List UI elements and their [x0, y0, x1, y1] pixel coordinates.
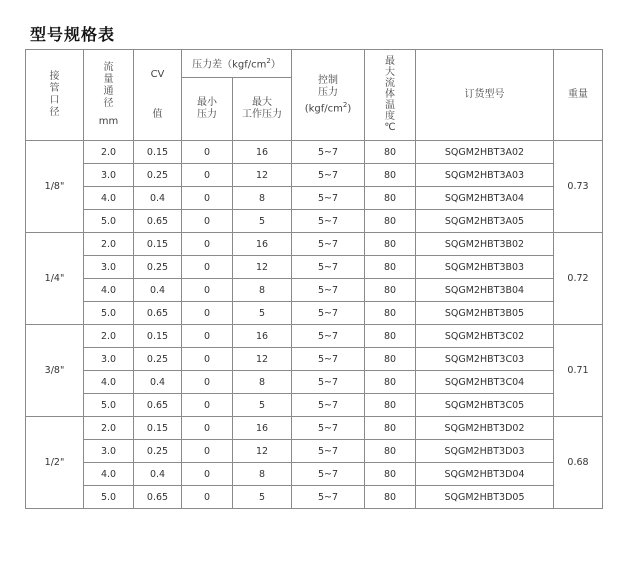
cell-max-temp: 80: [365, 325, 416, 348]
cell-flow-diameter: 3.0: [84, 256, 134, 279]
cell-order-model: SQGM2HBT3C04: [416, 371, 554, 394]
cell-order-model: SQGM2HBT3D02: [416, 417, 554, 440]
cell-order-model: SQGM2HBT3B05: [416, 302, 554, 325]
header-order-model: 订货型号: [416, 50, 554, 141]
cell-control-pressure: 5~7: [292, 210, 365, 233]
spec-table: [25, 49, 603, 509]
header-max-fluid-temp: 最 大 流 体 温 度 ℃: [365, 50, 416, 141]
cell-cv: 0.65: [134, 302, 182, 325]
table-row: [26, 440, 603, 463]
cell-min-pressure: 0: [182, 302, 233, 325]
cell-min-pressure: 0: [182, 210, 233, 233]
cell-order-model: SQGM2HBT3B04: [416, 279, 554, 302]
cell-flow-diameter: 5.0: [84, 302, 134, 325]
header-pressure-diff: 压力差$(kgf/cm^2)$: [182, 50, 292, 78]
cell-max-pressure: 8: [233, 371, 292, 394]
cell-max-temp: 80: [365, 463, 416, 486]
cell-flow-diameter: 4.0: [84, 279, 134, 302]
header-control-pressure: 控制 压力 $(kgf/cm^2)$: [292, 50, 365, 141]
cell-cv: 0.4: [134, 463, 182, 486]
cell-max-pressure: 8: [233, 187, 292, 210]
cell-max-pressure: 16: [233, 233, 292, 256]
cell-max-pressure: 12: [233, 164, 292, 187]
cell-control-pressure: 5~7: [292, 164, 365, 187]
table-row: [26, 279, 603, 302]
header-max-working-pressure: 最大 工作压力: [233, 78, 292, 141]
cell-max-pressure: 5: [233, 210, 292, 233]
cell-flow-diameter: 3.0: [84, 164, 134, 187]
cell-max-pressure: 16: [233, 325, 292, 348]
header-cv: CV 值: [134, 50, 182, 141]
cell-max-temp: 80: [365, 233, 416, 256]
cell-flow-diameter: 4.0: [84, 187, 134, 210]
header-pipe-size: [26, 50, 84, 141]
cell-weight: 0.68: [554, 417, 603, 509]
cell-min-pressure: 0: [182, 256, 233, 279]
cell-max-pressure: 8: [233, 279, 292, 302]
cell-flow-diameter: 3.0: [84, 348, 134, 371]
table-row: [26, 256, 603, 279]
table-row: [26, 486, 603, 509]
spec-table-body: [26, 141, 603, 509]
table-row: [26, 325, 603, 348]
cell-min-pressure: 0: [182, 187, 233, 210]
cell-order-model: SQGM2HBT3A05: [416, 210, 554, 233]
cell-max-temp: 80: [365, 302, 416, 325]
cell-control-pressure: 5~7: [292, 302, 365, 325]
cell-min-pressure: 0: [182, 279, 233, 302]
cell-control-pressure: 5~7: [292, 256, 365, 279]
header-pipe-size-text: 接 管 口 径: [49, 71, 60, 118]
cell-weight: 0.71: [554, 325, 603, 417]
cell-order-model: SQGM2HBT3B02: [416, 233, 554, 256]
page-title: 型号规格表: [30, 25, 116, 44]
header-temp-unit: ℃: [384, 122, 396, 133]
cell-control-pressure: 5~7: [292, 325, 365, 348]
cell-min-pressure: 0: [182, 440, 233, 463]
cell-order-model: SQGM2HBT3C05: [416, 394, 554, 417]
cell-cv: 0.4: [134, 371, 182, 394]
cell-min-pressure: 0: [182, 371, 233, 394]
cell-cv: 0.15: [134, 325, 182, 348]
cell-control-pressure: 5~7: [292, 187, 365, 210]
cell-max-temp: 80: [365, 394, 416, 417]
cell-control-pressure: 5~7: [292, 141, 365, 164]
cell-weight: 0.72: [554, 233, 603, 325]
cell-order-model: SQGM2HBT3D03: [416, 440, 554, 463]
cell-cv: 0.65: [134, 394, 182, 417]
cell-cv: 0.25: [134, 348, 182, 371]
cell-order-model: SQGM2HBT3D05: [416, 486, 554, 509]
cell-max-pressure: 16: [233, 141, 292, 164]
cell-min-pressure: 0: [182, 348, 233, 371]
cell-flow-diameter: 2.0: [84, 325, 134, 348]
cell-cv: 0.65: [134, 486, 182, 509]
header-min-pressure: 最小 压力: [182, 78, 233, 141]
cell-control-pressure: 5~7: [292, 463, 365, 486]
cell-cv: 0.15: [134, 233, 182, 256]
table-row: [26, 463, 603, 486]
table-row: [26, 233, 603, 256]
header-weight: 重量: [554, 50, 603, 141]
header-flow-unit: mm: [98, 116, 119, 127]
cell-order-model: SQGM2HBT3B03: [416, 256, 554, 279]
cell-control-pressure: 5~7: [292, 371, 365, 394]
cell-pipe-size: 1/8": [26, 141, 84, 233]
cell-weight: 0.73: [554, 141, 603, 233]
cell-max-pressure: 12: [233, 440, 292, 463]
cell-order-model: SQGM2HBT3C02: [416, 325, 554, 348]
cell-pipe-size: 1/2": [26, 417, 84, 509]
cell-order-model: SQGM2HBT3C03: [416, 348, 554, 371]
table-row: [26, 187, 603, 210]
cell-max-temp: 80: [365, 164, 416, 187]
cell-max-temp: 80: [365, 187, 416, 210]
cell-min-pressure: 0: [182, 325, 233, 348]
cell-max-temp: 80: [365, 141, 416, 164]
table-row: [26, 302, 603, 325]
cell-max-temp: 80: [365, 256, 416, 279]
cell-min-pressure: 0: [182, 394, 233, 417]
cell-max-pressure: 16: [233, 417, 292, 440]
cell-max-temp: 80: [365, 486, 416, 509]
cell-min-pressure: 0: [182, 417, 233, 440]
cell-max-pressure: 12: [233, 256, 292, 279]
cell-flow-diameter: 4.0: [84, 463, 134, 486]
cell-flow-diameter: 5.0: [84, 210, 134, 233]
cell-max-temp: 80: [365, 417, 416, 440]
table-row: [26, 371, 603, 394]
cell-flow-diameter: 2.0: [84, 141, 134, 164]
cell-cv: 0.65: [134, 210, 182, 233]
cell-cv: 0.4: [134, 187, 182, 210]
cell-control-pressure: 5~7: [292, 348, 365, 371]
cell-min-pressure: 0: [182, 164, 233, 187]
cell-control-pressure: 5~7: [292, 279, 365, 302]
table-row: [26, 394, 603, 417]
cell-pipe-size: 1/4": [26, 233, 84, 325]
cell-control-pressure: 5~7: [292, 233, 365, 256]
cell-max-pressure: 5: [233, 394, 292, 417]
cell-max-temp: 80: [365, 371, 416, 394]
cell-max-temp: 80: [365, 279, 416, 302]
cell-cv: 0.25: [134, 164, 182, 187]
cell-max-temp: 80: [365, 210, 416, 233]
cell-cv: 0.25: [134, 440, 182, 463]
cell-order-model: SQGM2HBT3A03: [416, 164, 554, 187]
cell-flow-diameter: 5.0: [84, 486, 134, 509]
cell-flow-diameter: 4.0: [84, 371, 134, 394]
table-row: [26, 417, 603, 440]
cell-order-model: SQGM2HBT3A02: [416, 141, 554, 164]
cell-min-pressure: 0: [182, 233, 233, 256]
table-row: [26, 348, 603, 371]
cell-min-pressure: 0: [182, 141, 233, 164]
cell-flow-diameter: 5.0: [84, 394, 134, 417]
cell-cv: 0.15: [134, 417, 182, 440]
table-row: [26, 164, 603, 187]
cell-flow-diameter: 2.0: [84, 233, 134, 256]
table-row: [26, 210, 603, 233]
cell-max-pressure: 12: [233, 348, 292, 371]
cell-order-model: SQGM2HBT3A04: [416, 187, 554, 210]
header-flow-diameter: 流 量 通 径 mm: [84, 50, 134, 141]
cell-pipe-size: 3/8": [26, 325, 84, 417]
cell-control-pressure: 5~7: [292, 417, 365, 440]
cell-max-pressure: 5: [233, 302, 292, 325]
cell-cv: 0.4: [134, 279, 182, 302]
cell-max-pressure: 5: [233, 486, 292, 509]
cell-max-temp: 80: [365, 348, 416, 371]
cell-min-pressure: 0: [182, 486, 233, 509]
cell-order-model: SQGM2HBT3D04: [416, 463, 554, 486]
cell-cv: 0.15: [134, 141, 182, 164]
cell-control-pressure: 5~7: [292, 440, 365, 463]
table-row: [26, 141, 603, 164]
cell-control-pressure: 5~7: [292, 486, 365, 509]
cell-max-temp: 80: [365, 440, 416, 463]
cell-min-pressure: 0: [182, 463, 233, 486]
cell-max-pressure: 8: [233, 463, 292, 486]
cell-flow-diameter: 3.0: [84, 440, 134, 463]
cell-control-pressure: 5~7: [292, 394, 365, 417]
cell-cv: 0.25: [134, 256, 182, 279]
cell-flow-diameter: 2.0: [84, 417, 134, 440]
